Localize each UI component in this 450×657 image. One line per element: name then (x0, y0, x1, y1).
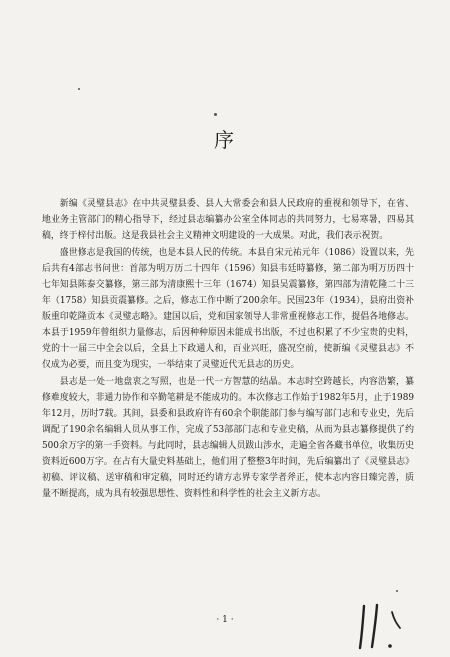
paragraph-2: 盛世修志是我国的传统，也是本县人民的传统。本县自宋元祐元年（1086）设置以来，先后共有4部志书问世：首部为明万历二十四年（1596）知县韦廷時纂修，第二部为明万历四十七年知县陈泰交纂修，第三部为清康熙十三年（1674）知县吴震纂修，第四部为清乾隆二十三年（1758）知县贡震纂修。之后，修志工作中断了200余年。民国23年（1934），县府出资补版重印乾隆贡本《灵璧志略》。建国以后，党和国家领导人非常重视修志工作，提倡各地修志。本县于1959年曾组织力量修志，后因种种原因未能成书出版，不过也积累了不少宝贵的史料，党的十一届三中全会以后，全县上下政通人和，百业兴旺，盛况空前，使新编《灵璧县志》不仅成为必要，而且变为现实，一举结束了灵璧近代无县志的历史。 (42, 248, 414, 370)
handwritten-mark-icon (350, 602, 410, 652)
page-title: 序 (214, 128, 236, 152)
preface-body (42, 196, 414, 502)
paragraph-3: 县志是一处一地盘衷之写照，也是一代一方智慧的结晶。本志时空跨越长，内容浩繁，纂修难度较大，非通力协作和卒勤笔耕是不能成功的。本次修志工作始于1982年5月，止于1989年12月，历时7载。其间，县委和县政府许有60余个职能部门参与编写部门志和专业史，先后调配了190余名编辑人员从事工作，完成了53部部门志和专业史稿，从而为县志纂修提供了约500余万字的第一手资料。与此同时，县志编辑人员跋山涉水，走遍全省各藏书单位，收集历史资料近600万字。在占有大量史料基础上，他们用了整整3年时间，先后编纂出了《灵璧县志》初稿、评议稿、送审稿和审定稿，同时还约请方志界专家学者斧正，使本志内容日臻完善，质量不断提高，成为具有较强思想性、资料性和科学性的社会主义新方志。 (42, 377, 414, 499)
scan-speck (78, 88, 80, 90)
scan-speck (396, 590, 398, 592)
paragraph-1: 新编《灵璧县志》在中共灵璧县委、县人大常委会和县人民政府的重视和领导下，在省、地业务主管部门的精心指导下，经过县志编纂办公室全体同志的共同努力，七易寒暑，四易其稿，终于梓付出版。这是我县社会主义精神文明建设的一大成果。对此，我们表示祝贺。 (42, 199, 414, 241)
scan-speck (214, 113, 217, 116)
page-number: · 1 · (216, 615, 234, 625)
